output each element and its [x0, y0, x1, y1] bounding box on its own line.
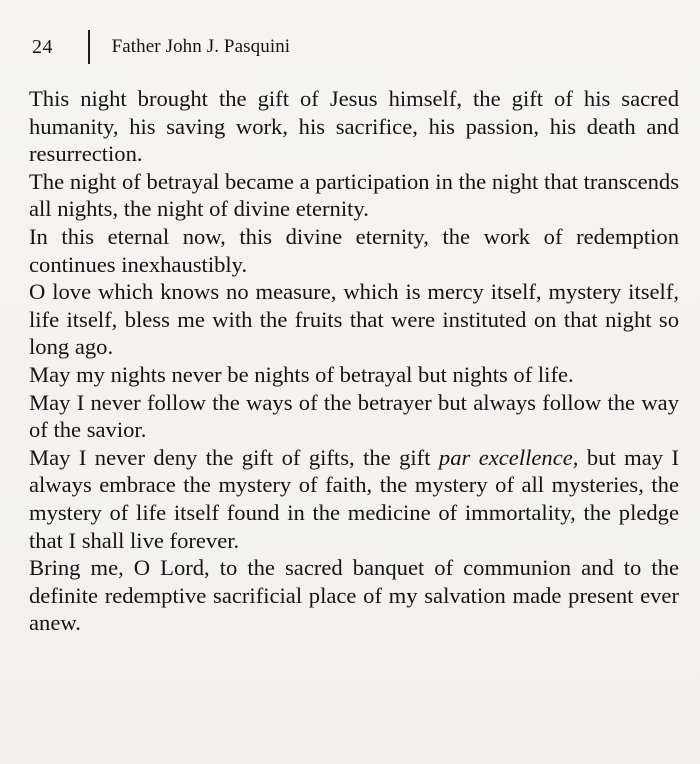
- page-body-text: [29, 85, 679, 637]
- paragraph-my-nights: May my nights never be nights of betrayal but nights of life.: [29, 361, 574, 387]
- paragraph-eternal-now: In this eternal now, this divine eternity, the work of redemption continues inexhaustibly.: [29, 223, 679, 277]
- page-header: [32, 30, 290, 64]
- paragraph-night-of-betrayal: The night of betrayal became a participation in the night that transcends all nights, the night of divine eternity.: [29, 168, 679, 222]
- paragraph-gift-of-gifts: [29, 444, 679, 554]
- italic-phrase-par-excellence: par excellence,: [438, 444, 579, 470]
- paragraph-bring-me-o-lord: Bring me, O Lord, to the sacred banquet of communion and to the definite redemptive sacrificial place of my salvation made present ever anew.: [29, 555, 679, 636]
- gift-paragraph-start: May I never deny the gift of gifts, the gift: [29, 444, 439, 470]
- page-number: 24: [32, 35, 53, 58]
- header-divider: [88, 30, 90, 64]
- running-head-author: Father John J. Pasquini: [111, 36, 291, 57]
- paragraph-o-love: O love which knows no measure, which is mercy itself, mystery itself, life itself, bless me with the fruits that were instituted on that night so long ago.: [29, 279, 679, 360]
- paragraph-gift-of-jesus: This night brought the gift of Jesus himself, the gift of his sacred humanity, his saving work, his sacrifice, his passion, his death and resurrection.: [29, 86, 679, 167]
- gift-paragraph-end: but may I always embrace the mystery of faith, the mystery of all mysteries, the mystery of life itself found in the medicine of immortality, the pledge that I shall live forever.: [29, 444, 679, 553]
- paragraph-ways-of-betrayer: May I never follow the ways of the betrayer but always follow the way of the savior.: [29, 389, 679, 443]
